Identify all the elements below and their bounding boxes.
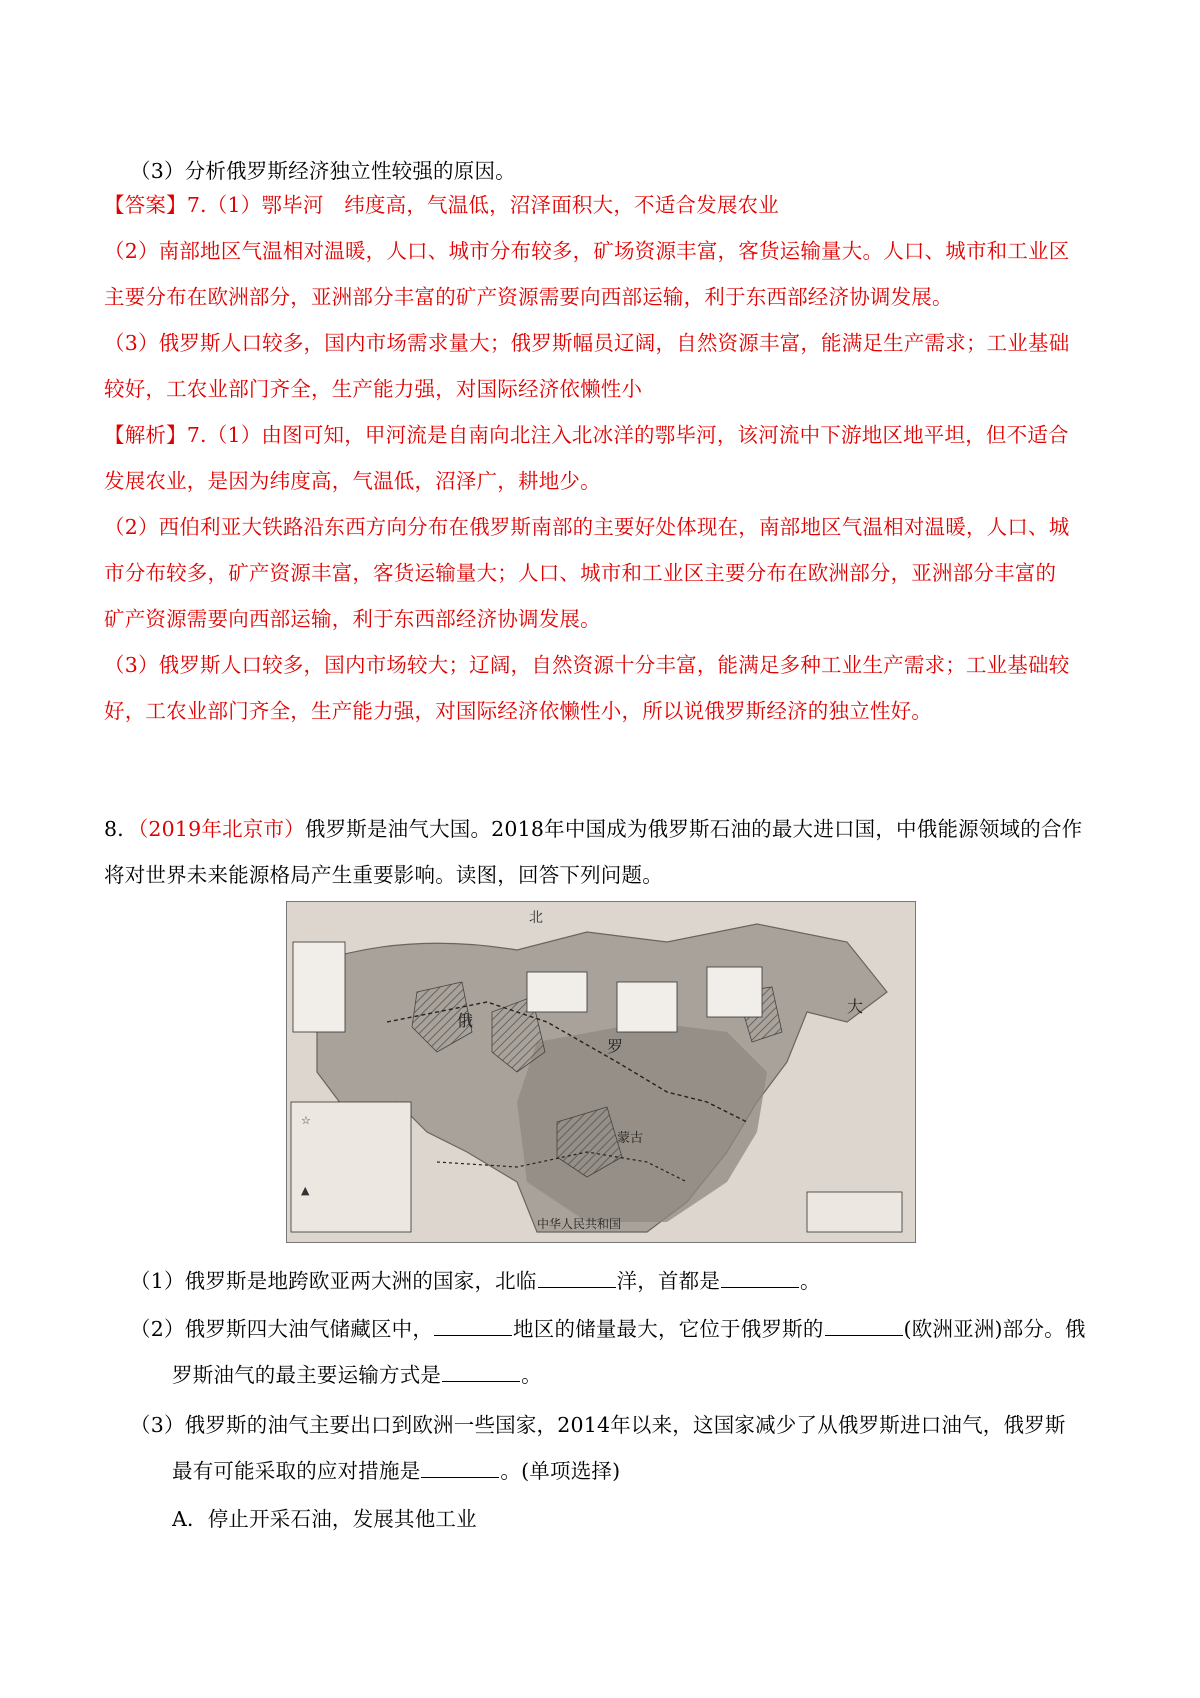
q8-sub2-line1: （2）俄罗斯四大油气储藏区中， 地区的储量最大，它位于俄罗斯的 (欧洲亚洲)部分。俄	[130, 1317, 1086, 1341]
answer-blank	[721, 1267, 799, 1288]
analysis-line-3: （2）西伯利亚大铁路沿东西方向分布在俄罗斯南部的主要好处体现在，南部地区气温相对温暖，人口、城	[104, 515, 1070, 539]
legend-icon-star: ☆	[301, 1114, 311, 1127]
map-label-north: 北	[529, 910, 543, 926]
region-box-1	[527, 972, 587, 1012]
map-scale-box	[807, 1192, 902, 1232]
analysis-tag: 【解析】	[104, 423, 187, 447]
region-box-2	[617, 982, 677, 1032]
q8-sub1: （1）俄罗斯是地跨欧亚两大洲的国家，北临 洋，首都是 。	[130, 1269, 821, 1293]
q8-stem-1: 8．（2019年北京市）俄罗斯是油气大国。2018年中国成为俄罗斯石油的最大进口国，中俄能源领域的合作	[104, 817, 1083, 841]
q8-sub3-line1: （3）俄罗斯的油气主要出口到欧洲一些国家，2014年以来，这国家减少了从俄罗斯进口油气，俄罗斯	[130, 1413, 1066, 1437]
q8-option-a: A．停止开采石油，发展其他工业	[172, 1507, 477, 1531]
analysis-line-7: 好，工农业部门齐全，生产能力强，对国际经济依懒性小，所以说俄罗斯经济的独立性好。	[104, 699, 932, 723]
answer-blank	[442, 1361, 520, 1382]
region-box-3	[707, 967, 762, 1017]
region-box-west	[293, 942, 345, 1032]
answer-blank	[434, 1315, 512, 1336]
q7-sub3: （3）分析俄罗斯经济独立性较强的原因。	[130, 159, 516, 183]
q8-stem-2: 将对世界未来能源格局产生重要影响。读图，回答下列问题。	[104, 863, 663, 887]
answer-line-5: 较好，工农业部门齐全，生产能力强，对国际经济依懒性小	[104, 377, 643, 401]
q8-number: 8．	[104, 817, 138, 841]
analysis-line-6: （3）俄罗斯人口较多，国内市场较大；辽阔，自然资源十分丰富，能满足多种工业生产需求；工业基础较	[104, 653, 1070, 677]
answer-line-3: 主要分布在欧洲部分，亚洲部分丰富的矿产资源需要向西部运输，利于东西部经济协调发展。	[104, 285, 953, 309]
answer-line-1: 【答案】7.（1）鄂毕河 纬度高，气温低，沼泽面积大，不适合发展农业	[104, 193, 779, 217]
q8-source: （2019年北京市）	[137, 817, 305, 841]
answer-blank	[538, 1267, 616, 1288]
russia-oil-gas-map	[286, 901, 916, 1243]
analysis-line-1: 【解析】7.（1）由图可知，甲河流是自南向北注入北冰洋的鄂毕河，该河流中下游地区地平坦，但不适合	[104, 423, 1069, 447]
analysis-line-4: 市分布较多，矿产资源丰富，客货运输量大；人口、城市和工业区主要分布在欧洲部分，亚洲部分丰富的	[104, 561, 1057, 585]
map-label-russia: 俄	[457, 1011, 474, 1030]
map-label-luo: 罗	[607, 1037, 624, 1056]
analysis-line-2: 发展农业，是因为纬度高，气温低，沼泽广，耕地少。	[104, 469, 601, 493]
q8-sub2-line2: 罗斯油气的最主要运输方式是 。	[172, 1363, 542, 1387]
map-label-china: 中华人民共和国	[537, 1217, 622, 1231]
map-label-big: 大	[847, 997, 864, 1016]
map-label-mongolia: 蒙古	[617, 1131, 644, 1146]
q8-sub3-line2: 最有可能采取的应对措施是 。(单项选择)	[172, 1459, 621, 1483]
answer-line-2: （2）南部地区气温相对温暖，人口、城市分布较多，矿场资源丰富，客货运输量大。人口、城市和工业区	[104, 239, 1070, 263]
legend-icon-oil: ▲	[301, 1184, 310, 1197]
answer-tag: 【答案】	[104, 193, 187, 217]
analysis-line-5: 矿产资源需要向西部运输，利于东西部经济协调发展。	[104, 607, 601, 631]
answer-blank	[421, 1457, 499, 1478]
answer-blank	[825, 1315, 903, 1336]
answer-line-4: （3）俄罗斯人口较多，国内市场需求量大；俄罗斯幅员辽阔，自然资源丰富，能满足生产需求；工业基础	[104, 331, 1070, 355]
